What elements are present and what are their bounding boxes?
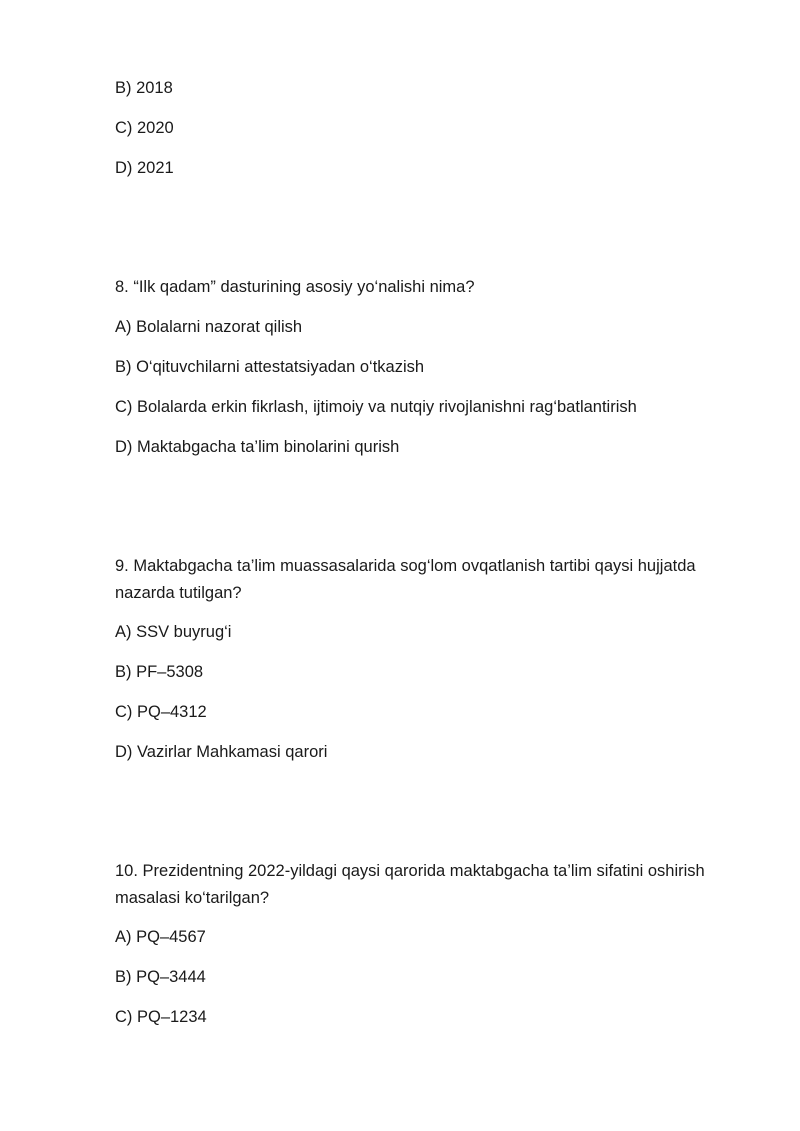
q9-option-b: B) PF–5308 <box>115 663 204 681</box>
q10-option-c: C) PQ–1234 <box>115 1008 207 1026</box>
q9-option-c: C) PQ–4312 <box>115 703 207 721</box>
q8-option-b: B) O‘qituvchilarni attestatsiyadan o‘tkazish <box>115 358 425 376</box>
q8-option-c: C) Bolalarda erkin fikrlash, ijtimoiy va nutqiy rivojlanishni rag‘batlantirish <box>115 398 637 416</box>
q7-option-c: C) 2020 <box>115 119 174 137</box>
q7-option-d: D) 2021 <box>115 159 174 177</box>
q8-option-a: A) Bolalarni nazorat qilish <box>115 318 303 336</box>
q8-option-d: D) Maktabgacha ta’lim binolarini qurish <box>115 438 400 456</box>
q9-option-d: D) Vazirlar Mahkamasi qarori <box>115 743 328 761</box>
q10-option-b: B) PQ–3444 <box>115 968 206 986</box>
q10-question-line2: masalasi ko‘tarilgan? <box>115 889 270 907</box>
q10-question-line1: 10. Prezidentning 2022-yildagi qaysi qarorida maktabgacha ta’lim sifatini oshirish <box>115 862 705 880</box>
q10-option-a: A) PQ–4567 <box>115 928 206 946</box>
q9-option-a: A) SSV buyrug‘i <box>115 623 232 641</box>
q9-question-line2: nazarda tutilgan? <box>115 584 242 602</box>
q9-question-line1: 9. Maktabgacha ta’lim muassasalarida sog‘lom ovqatlanish tartibi qaysi hujjatda <box>115 557 696 575</box>
q8-question: 8. “Ilk qadam” dasturining asosiy yo‘nalishi nima? <box>115 278 475 296</box>
q7-option-b: B) 2018 <box>115 79 173 97</box>
